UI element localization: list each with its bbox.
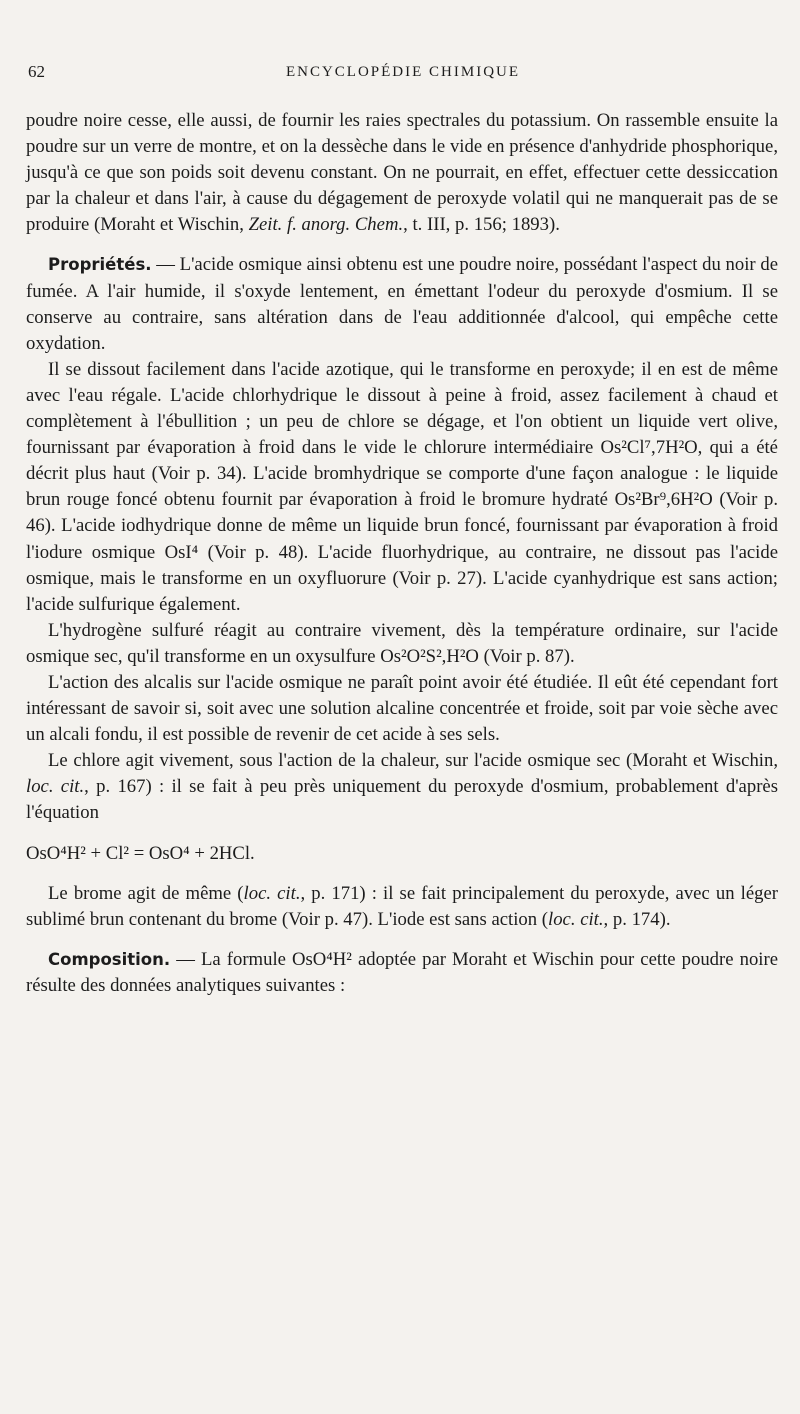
page-number: 62 [28, 62, 45, 81]
paragraph-text: poudre noire cesse, elle aussi, de fournir les raies spectrales du potassium. On rassemble ensuite la poudre sur un verre de montre, et on la dessèche dans le vide en présence d'anhydride phosphorique, jusqu'à ce que son poids soit devenu constant. On ne pourrait, en effet, effectuer cette dessiccation par la chaleur et dans l'air, à cause du dégagement de peroxyde volatil qui ne manquerait pas de se produire (Moraht et Wischin, [26, 110, 778, 236]
paragraph-3 [26, 357, 778, 618]
paragraph-text: — L'acide osmique ainsi obtenu est une poudre noire, possédant l'aspect du noir de fumée. A l'air humide, il s'oxyde lentement, en émettant l'odeur du peroxyde d'osmium. Il se conserve au contraire, sans altération dans de l'eau additionnée d'alcool, qui empêche cette oxydation. [26, 254, 778, 354]
formula: Os²Cl⁷,7H²O [600, 437, 698, 459]
citation: loc. cit. [548, 908, 604, 930]
paragraph-text: , p. 174). [603, 908, 671, 930]
paragraph-proprietes [26, 252, 778, 356]
formula: OsI⁴ [164, 541, 199, 563]
paragraph-text: , t. III, p. 156; 1893). [403, 214, 560, 236]
paragraph-text: (Voir p. 46). L'acide iodhydrique donne de même un liquide brun foncé, fournissant par évaporation à froid l'iodure osmique [26, 489, 779, 563]
paragraph-6 [26, 748, 778, 826]
citation: Zeit. f. anorg. Chem. [248, 214, 404, 236]
paragraph-text: Le chlore agit vivement, sous l'action de la chaleur, sur l'acide osmique sec (Moraht et Wischin, [48, 750, 778, 772]
paragraph-composition [26, 947, 778, 999]
formula: Os²Br⁹,6H²O [614, 489, 713, 511]
page-body [26, 108, 778, 999]
paragraph-text: Le brome agit de même ( [48, 882, 244, 904]
paragraph-5: L'action des alcalis sur l'acide osmique ne paraît point avoir été étudiée. Il eût été cependant fort intéressant de savoir si, soit avec une solution alcaline concentrée et froide, soit par voie sèche avec un alcali fondu, il est possible de revenir de cet acide à ses sels. [26, 671, 778, 746]
citation: loc. cit. [243, 882, 301, 904]
section-heading-composition: Composition. [48, 949, 171, 969]
paragraph-text: Il se dissout facilement dans l'acide azotique, qui le transforme en peroxyde; il en est de même avec l'eau régale. L'acide chlorhydrique le dissout à peine à froid, assez facilement à chaud et complètement à l'ébullition ; un peu de chlore se dégage, et l'on obtient un liquide vert olive, fournissant par évaporation à froid dans le vide le chlorure intermédiaire [26, 358, 778, 459]
paragraph-text: (Voir p. 48). L'acide fluorhydrique, au contraire, ne dissout pas l'acide osmique, mais le transforme en un oxyfluorure (Voir p. 27). L'acide cyanhydrique est sans action; l'acide sulfurique également. [26, 541, 778, 615]
citation: loc. cit. [26, 776, 85, 798]
paragraph-text: , qui a été décrit plus haut (Voir p. 34). L'acide bromhydrique se comporte d'une façon analogue : le liquide brun rouge foncé obtenu fournit par évaporation à froid le bromure hydraté [26, 437, 778, 511]
section-heading-proprietes: Propriétés. [48, 255, 152, 275]
paragraph-text: , p. 167) : il se fait à peu près uniquement du peroxyde d'osmium, probablement d'après l'équation [26, 776, 778, 824]
paragraph-7 [26, 881, 778, 933]
running-title: ENCYCLOPÉDIE CHIMIQUE [285, 64, 521, 80]
paragraph-text: (Voir p. 87). [478, 645, 575, 667]
paragraph-1 [26, 108, 778, 238]
paragraph-text: — La formule OsO⁴H² adoptée par Moraht et Wischin pour cette poudre noire résulte des données analytiques suivantes : [26, 948, 778, 996]
paragraph-4 [26, 618, 778, 670]
paragraph-text: L'hydrogène sulfuré réagit au contraire vivement, dès la température ordinaire, sur l'acide osmique sec, qu'il transforme en un oxysulfure [26, 619, 778, 667]
paragraph-text: , p. 171) : il se fait principalement du peroxyde, avec un léger sublimé brun contenant du brome (Voir p. 47). L'iode est sans action ( [26, 882, 778, 930]
formula: Os²O²S²,H²O [380, 645, 479, 667]
equation: OsO⁴H² + Cl² = OsO⁴ + 2HCl. [26, 842, 255, 864]
